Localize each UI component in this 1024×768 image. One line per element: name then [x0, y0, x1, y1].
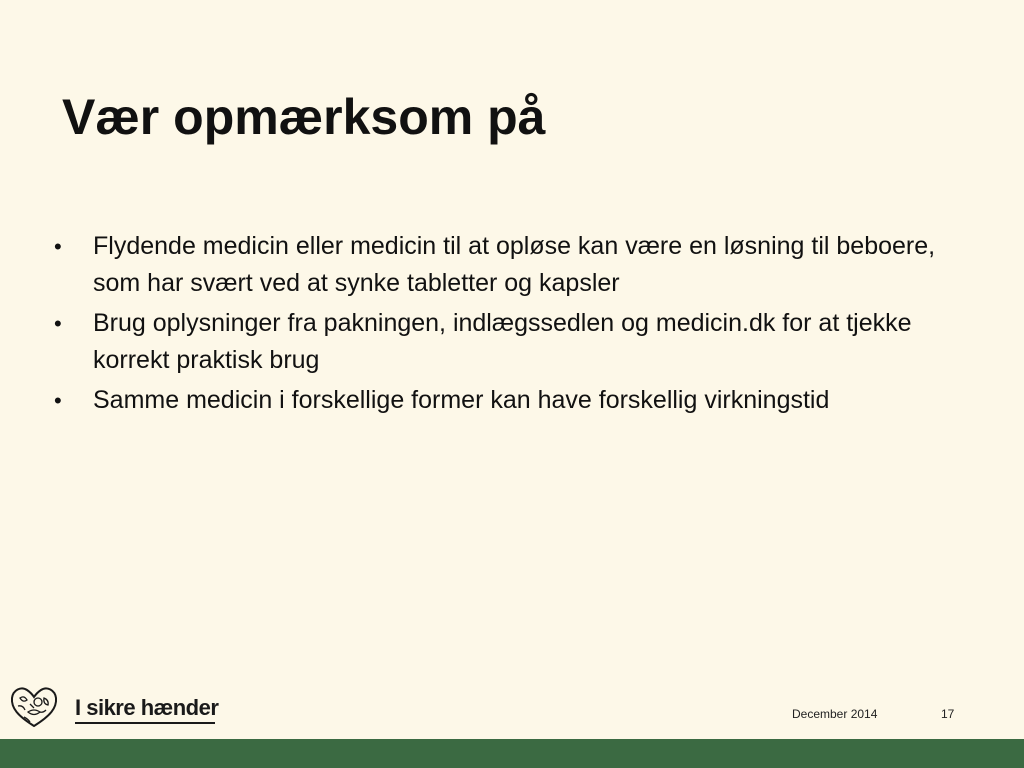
bullet-item: [54, 305, 974, 379]
bullet-marker: •: [54, 311, 62, 336]
footer-date: December 2014: [792, 707, 878, 721]
heart-leaf-logo-icon: [8, 684, 60, 730]
bullet-text: Flydende medicin eller medicin til at opløse kan være en løsning til beboere, som har svært ved at synke tabletter og kapsler: [93, 232, 936, 297]
page-number: 17: [941, 707, 955, 721]
slide-title: Vær opmærksom på: [62, 89, 546, 145]
logo: [8, 684, 218, 730]
logo-underline: [75, 722, 215, 724]
footer-bar: [0, 739, 1024, 768]
bullet-text: Samme medicin i forskellige former kan have forskellig virkningstid: [93, 386, 830, 414]
bullet-item: [54, 382, 974, 419]
bullet-marker: •: [54, 234, 62, 259]
bullet-item: [54, 228, 974, 302]
bullet-text: Brug oplysninger fra pakningen, indlægssedlen og medicin.dk for at tjekke korrekt praktisk brug: [93, 309, 912, 374]
bullet-marker: •: [54, 388, 62, 413]
bullet-list: [54, 228, 974, 422]
logo-text: I sikre hænder: [75, 695, 219, 720]
